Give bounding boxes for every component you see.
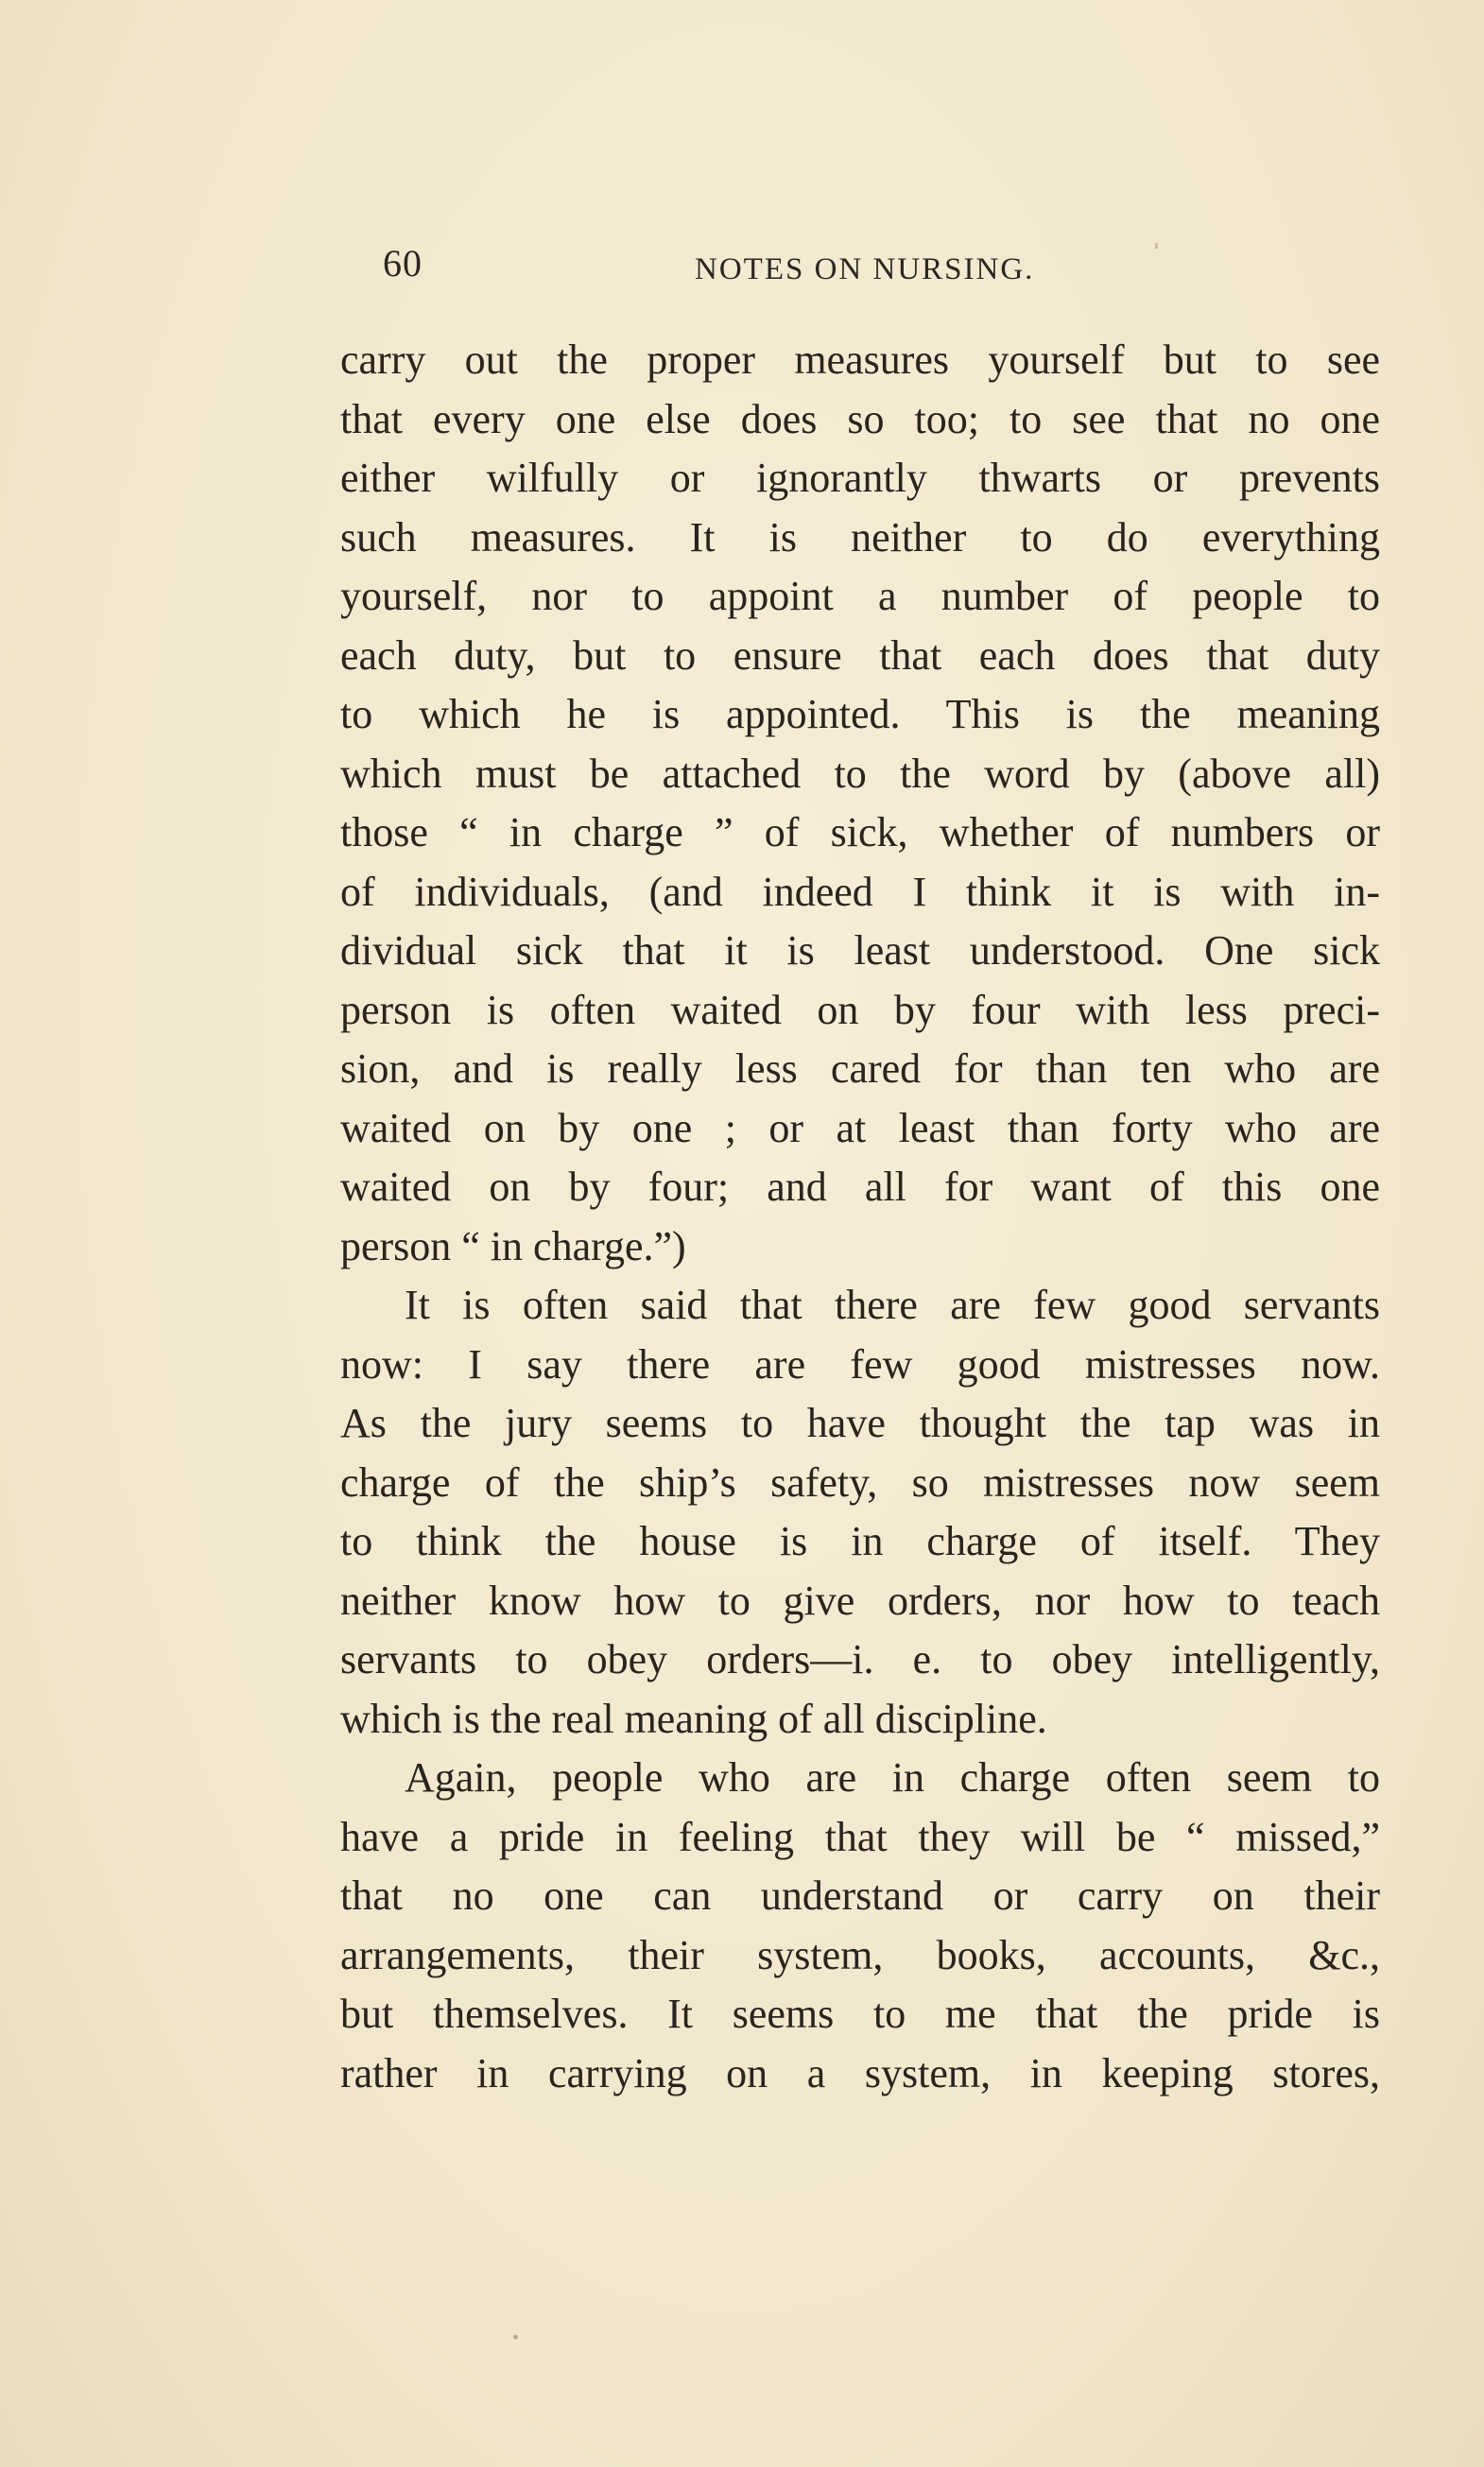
paper-speck: [1155, 243, 1158, 249]
text-line: waited on by four; and all for want of this one: [340, 1164, 1380, 1210]
text-line: yourself, nor to appoint a number of people to: [340, 573, 1380, 619]
text-line: to which he is appointed. This is the meaning: [340, 691, 1380, 737]
text-line: now: I say there are few good mistresses now.: [340, 1340, 1380, 1388]
text-line: carry out the proper measures yourself but to see: [340, 336, 1380, 383]
text-line: which is the real meaning of all discipline.: [340, 1695, 1047, 1742]
text-line: servants to obey orders—i. e. to obey intelligently,: [340, 1636, 1380, 1682]
text-line: that every one else does so too; to see that no one: [340, 395, 1380, 442]
text-line: have a pride in feeling that they will be “ missed,”: [340, 1813, 1380, 1860]
text-line: person “ in charge.”): [340, 1222, 686, 1269]
text-line: arrangements, their system, books, accounts, &c.,: [340, 1931, 1380, 1978]
text-line: dividual sick that it is least understood. One sick: [340, 927, 1380, 974]
page-number: 60: [383, 242, 423, 285]
paper-speck: [513, 2335, 518, 2339]
text-line: that no one can understand or carry on their: [340, 1872, 1380, 1919]
paragraph-first-line: It is often said that there are few good servants: [405, 1282, 1380, 1328]
text-line: such measures. It is neither to do everything: [340, 513, 1380, 561]
text-line: waited on by one ; or at least than forty who are: [340, 1104, 1380, 1151]
text-line: either wilfully or ignorantly thwarts or prevents: [340, 455, 1380, 501]
text-line: person is often waited on by four with less preci-: [340, 986, 1380, 1033]
text-line: but themselves. It seems to me that the pride is: [340, 1991, 1380, 2037]
body-text: [340, 331, 1380, 2103]
paragraph-first-line: Again, people who are in charge often seem to: [405, 1754, 1380, 1801]
text-line: of individuals, (and indeed I think it is with in-: [340, 868, 1380, 915]
text-line: to think the house is in charge of itself. They: [340, 1518, 1380, 1564]
text-line: which must be attached to the word by (above all): [340, 750, 1380, 797]
text-line: sion, and is really less cared for than ten who are: [340, 1045, 1380, 1092]
running-head: [383, 241, 1375, 298]
text-line: those “ in charge ” of sick, whether of numbers or: [340, 809, 1380, 855]
text-line: neither know how to give orders, nor how to teach: [340, 1577, 1380, 1624]
running-title: NOTES ON NURSING.: [695, 252, 1035, 286]
text-line: rather in carrying on a system, in keeping stores,: [340, 2049, 1380, 2096]
text-line: As the jury seems to have thought the tap was in: [340, 1400, 1380, 1446]
text-line: charge of the ship’s safety, so mistresses now seem: [340, 1458, 1380, 1506]
text-line: each duty, but to ensure that each does that duty: [340, 631, 1380, 679]
